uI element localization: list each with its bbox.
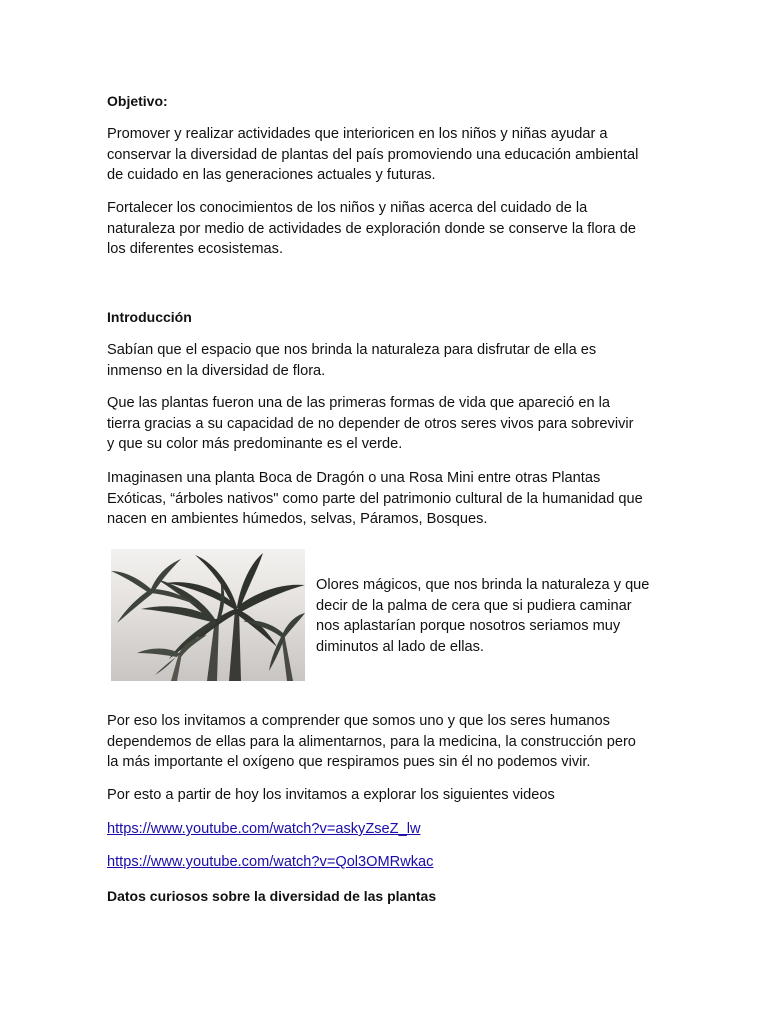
datos-curiosos-heading: Datos curiosos sobre la diversidad de las plantas <box>107 888 437 904</box>
photo-caption: Olores mágicos, que nos brinda la naturaleza y que decir de la palma de cera que si pudiera caminar nos aplastarían porque nosotros seriamos muy diminutos al lado de ellas. <box>316 577 650 656</box>
objetivo-heading: Objetivo: <box>107 93 168 109</box>
introduccion-paragraph-2: Que las plantas fueron una de las primeras formas de vida que apareció en la tierra gracias a su capacidad de no depender de otros seres vivos para sobrevivir y que su color más predominante es el verde. <box>107 395 634 453</box>
introduccion-paragraph-1: Sabían que el espacio que nos brinda la naturaleza para disfrutar de ella es inmenso en la diversidad de flora. <box>107 342 597 379</box>
cierre-paragraph-1: Por eso los invitamos a comprender que somos uno y que los seres humanos dependemos de ellas para la alimentarnos, para la medicina, la construcción pero la más importante el oxígeno que respiramos pues sin él no podemos vivir. <box>107 713 636 771</box>
introduccion-paragraph-3: Imaginasen una planta Boca de Dragón o una Rosa Mini entre otras Plantas Exóticas, “árboles nativos" como parte del patrimonio cultural de la humanidad que nacen en ambientes húmedos, selvas, Páramos, Bosques. <box>107 470 643 528</box>
youtube-link-2[interactable]: https://www.youtube.com/watch?v=Qol3OMRwkac <box>107 854 434 870</box>
wax-palm-illustration <box>111 549 305 681</box>
objetivo-paragraph-2: Fortalecer los conocimientos de los niños y niñas acerca del cuidado de la naturaleza por medio de actividades de exploración donde se conserve la flora de los diferentes ecosistemas. <box>107 200 636 258</box>
objetivo-paragraph-1: Promover y realizar actividades que interioricen en los niños y niñas ayudar a conservar la diversidad de plantas del país promoviendo una educación ambiental de cuidado en las generaciones actuales y futuras. <box>107 126 639 184</box>
wax-palm-photo <box>111 549 305 681</box>
introduccion-heading: Introducción <box>107 309 192 325</box>
cierre-paragraph-2: Por esto a partir de hoy los invitamos a explorar los siguientes videos <box>107 787 555 803</box>
youtube-link-1[interactable]: https://www.youtube.com/watch?v=askyZseZ_lw <box>107 821 421 837</box>
